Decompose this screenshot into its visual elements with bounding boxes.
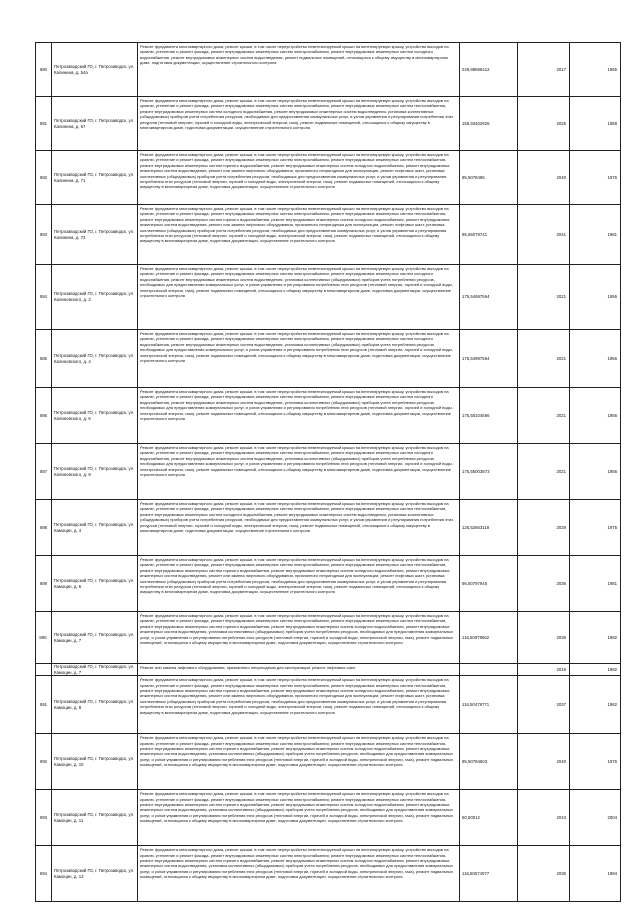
table-row xyxy=(36,612,621,664)
address-cell: Петрозаводский ГО, г. Петрозаводск, ул. Калиновского, д. 8 xyxy=(52,444,138,500)
area-value-cell: 50,50012 xyxy=(460,790,518,846)
address-cell: Петрозаводский ГО, г. Петрозаводск, ул. Камоцин, д. 10 xyxy=(52,734,138,790)
build-year-cell: 1976 xyxy=(570,151,621,205)
work-description-cell: Ремонт фундамента многоквартирного дома, ремонт крыши, в том числе переустройство невентилируемой крыши на вентилируемую крышу, устройство выходов на кровлю, утепление и ремонт фасада, ремонт внутридомовых инженерных систем электроснабжения, ремонт внутридомовых инженерных систем холодного водоснабжения, ремонт внутридомовых инженерных систем водоотведения, установка коллективных (общедомовых) приборов учета потребления ресурсов, необходимых для предоставления коммунальных услуг, и узлов управления и регулирования потребления этих ресурсов (тепловой энергии, горячей и холодной воды, электрической энергии, газа), ремонт подвальных помещений, относящихся к общему имуществу в многоквартирном доме, подготовка документации, осуществление строительного контроля xyxy=(138,330,460,388)
area-value-cell: 95,50797945 xyxy=(460,556,518,612)
work-description-cell: Ремонт фундамента многоквартирного дома, ремонт крыши, в том числе переустройство невентилируемой крыши на вентилируемую крышу, устройство выходов на кровлю, утепление и ремонт фасада, ремонт внутридомовых инженерных систем электроснабжения, ремонт внутридомовых инженерных систем теплоснабжения, ремонт внутридомовых инженерных систем горячего водоснабжения, ремонт внутридомовых инженерных систем холодного водоснабжения, ремонт внутридомовых инженерных систем водоотведения, ремонт или замена лифтового оборудования, признанного непригодным для эксплуатации, ремонт лифтовых шахт, установка коллективных (общедомовых) приборов учета потребления ресурсов, необходимых для предоставления коммунальных услуг, и узлов управления и регулирования потребления этих ресурсов (тепловой энергии, горячей и холодной воды, электрической энергии, газа), ремонт подвальных помещений, относящихся к общему имуществу в многоквартирном доме, подготовка документации, осуществление строительного контроля xyxy=(138,556,460,612)
area-value-cell: 116,50479771 xyxy=(460,676,518,734)
address-cell: Петрозаводский ГО, г. Петрозаводск, ул. Камоцин, д. 7 xyxy=(52,612,138,664)
address-cell: Петрозаводский ГО, г. Петрозаводск, ул. Калинина, д. 71 xyxy=(52,151,138,205)
row-number-cell: 880 xyxy=(36,43,52,97)
build-year-cell: 1982 xyxy=(570,664,621,676)
address-cell: Петрозаводский ГО, г. Петрозаводск, ул. Камоцин, д. 4 xyxy=(52,500,138,556)
table-row xyxy=(36,734,621,790)
planned-year-cell: 2036 xyxy=(518,612,570,664)
row-number-cell: 891 xyxy=(36,676,52,734)
address-cell: Петрозаводский ГО, г. Петрозаводск, ул. Калиновского, д. 4 xyxy=(52,330,138,388)
row-number-cell: 883 xyxy=(36,205,52,265)
table-row xyxy=(36,265,621,330)
table-row xyxy=(36,444,621,500)
row-number-cell: 894 xyxy=(36,846,52,902)
address-cell: Петрозаводский ГО, г. Петрозаводск, ул. Камоцин, д. 11 xyxy=(52,790,138,846)
address-cell: Петрозаводский ГО, г. Петрозаводск, ул. Калинина, д. 67 xyxy=(52,97,138,151)
planned-year-cell: 2043 xyxy=(518,790,570,846)
work-description-cell: Ремонт фундамента многоквартирного дома, ремонт крыши, в том числе переустройство невентилируемой крыши на вентилируемую крышу, устройство выходов на кровлю, утепление и ремонт фасада, ремонт внутридомовых инженерных систем электроснабжения, ремонт внутридомовых инженерных систем теплоснабжения, ремонт внутридомовых инженерных систем горячего водоснабжения, ремонт внутридомовых инженерных систем холодного водоснабжения, ремонт внутридомовых инженерных систем водоотведения, установка коллективных (общедомовых) приборов учета потребления ресурсов, необходимых для предоставления коммунальных услуг, и узлов управления и регулирования потребления этих ресурсов (тепловой энергии, горячей и холодной воды, электрической энергии, газа), ремонт подвальных помещений, относящихся к общему имуществу в многоквартирном доме, подготовка документации, осуществление строительного контроля xyxy=(138,790,460,846)
address-cell: Петрозаводский ГО, г. Петрозаводск, ул. Калинина, д. 54а xyxy=(52,43,138,97)
row-number-cell: 884 xyxy=(36,265,52,330)
planned-year-cell: 2037 xyxy=(518,676,570,734)
build-year-cell: 1984 xyxy=(570,846,621,902)
build-year-cell: 2004 xyxy=(570,790,621,846)
work-description-cell: Ремонт фундамента многоквартирного дома, ремонт крыши, в том числе переустройство невентилируемой крыши на вентилируемую крышу, устройство выходов на кровлю, утепление и ремонт фасада, ремонт внутридомовых инженерных систем электроснабжения, ремонт внутридомовых инженерных систем холодного водоснабжения, ремонт внутридомовых инженерных систем водоотведения, ремонт подвальных помещений, относящихся к общему имуществу в многоквартирном доме, подготовка документации, осуществление строительного контроля xyxy=(138,43,460,97)
work-description-cell: Ремонт фундамента многоквартирного дома, ремонт крыши, в том числе переустройство невентилируемой крыши на вентилируемую крышу, устройство выходов на кровлю, утепление и ремонт фасада, ремонт внутридомовых инженерных систем электроснабжения, ремонт внутридомовых инженерных систем теплоснабжения, ремонт внутридомовых инженерных систем горячего водоснабжения, ремонт внутридомовых инженерных систем холодного водоснабжения, ремонт внутридомовых инженерных систем водоотведения, ремонт или замена лифтового оборудования, признанного непригодным для эксплуатации, ремонт лифтовых шахт, установка коллективных (общедомовых) приборов учета потребления ресурсов, необходимых для предоставления коммунальных услуг, и узлов управления и регулирования потребления этих ресурсов (тепловой энергии, горячей и холодной воды, электрической энергии, газа), ремонт подвальных помещений, относящихся к общему имуществу в многоквартирном доме, подготовка документации, осуществление строительного контроля xyxy=(138,676,460,734)
row-number-cell: 893 xyxy=(36,790,52,846)
table-row xyxy=(36,151,621,205)
planned-year-cell: 2029 xyxy=(518,500,570,556)
build-year-cell: 1965 xyxy=(570,43,621,97)
build-year-cell: 1956 xyxy=(570,444,621,500)
area-value-cell: 95,50794603 xyxy=(460,734,518,790)
build-year-cell: 1976 xyxy=(570,734,621,790)
planned-year-cell: 2036 xyxy=(518,846,570,902)
table-row xyxy=(36,500,621,556)
table-row xyxy=(36,43,621,97)
build-year-cell: 1981 xyxy=(570,205,621,265)
repair-program-table xyxy=(35,42,621,902)
planned-year-cell: 2036 xyxy=(518,556,570,612)
address-cell: Петрозаводский ГО, г. Петрозаводск, ул. Камоцин, д. 9 xyxy=(52,676,138,734)
work-description-cell: Ремонт фундамента многоквартирного дома, ремонт крыши, в том числе переустройство невентилируемой крыши на вентилируемую крышу, устройство выходов на кровлю, утепление и ремонт фасада, ремонт внутридомовых инженерных систем электроснабжения, ремонт внутридомовых инженерных систем теплоснабжения, ремонт внутридомовых инженерных систем холодного водоснабжения, ремонт внутридомовых инженерных систем водоотведения, установка коллективных (общедомовых) приборов учета потребления ресурсов, необходимых для предоставления коммунальных услуг, и узлов управления и регулирования потребления этих ресурсов (тепловой энергии, горячей и холодной воды, электрической энергии, газа), ремонт подвальных помещений, относящихся к общему имуществу в многоквартирном доме, подготовка документации, осуществление строительного контроля xyxy=(138,500,460,556)
work-description-cell: Ремонт фундамента многоквартирного дома, ремонт крыши, в том числе переустройство невентилируемой крыши на вентилируемую крышу, устройство выходов на кровлю, утепление и ремонт фасада, ремонт внутридомовых инженерных систем электроснабжения, ремонт внутридомовых инженерных систем теплоснабжения, ремонт внутридомовых инженерных систем горячего водоснабжения, ремонт внутридомовых инженерных систем холодного водоснабжения, ремонт внутридомовых инженерных систем водоотведения, установка коллективных (общедомовых) приборов учета потребления ресурсов, необходимых для предоставления коммунальных услуг, и узлов управления и регулирования потребления этих ресурсов (тепловой энергии, горячей и холодной воды, электрической энергии, газа), ремонт подвальных помещений, относящихся к общему имуществу в многоквартирном доме, подготовка документации, осуществление строительного контроля xyxy=(138,734,460,790)
work-description-cell: Ремонт фундамента многоквартирного дома, ремонт крыши, в том числе переустройство невентилируемой крыши на вентилируемую крышу, устройство выходов на кровлю, утепление и ремонт фасада, ремонт внутридомовых инженерных систем электроснабжения, ремонт внутридомовых инженерных систем теплоснабжения, ремонт внутридомовых инженерных систем горячего водоснабжения, ремонт внутридомовых инженерных систем холодного водоснабжения, ремонт внутридомовых инженерных систем водоотведения, установка коллективных (общедомовых) приборов учета потребления ресурсов, необходимых для предоставления коммунальных услуг, и узлов управления и регулирования потребления этих ресурсов (тепловой энергии, горячей и холодной воды, электрической энергии, газа), ремонт подвальных помещений, относящихся к общему имуществу в многоквартирном доме, подготовка документации, осуществление строительного контроля xyxy=(138,846,460,902)
planned-year-cell: 2016 xyxy=(518,664,570,676)
row-number-cell: 887 xyxy=(36,444,52,500)
build-year-cell: 1975 xyxy=(570,500,621,556)
planned-year-cell: 2040 xyxy=(518,734,570,790)
planned-year-cell: 2021 xyxy=(518,388,570,444)
table-row xyxy=(36,846,621,902)
build-year-cell: 1981 xyxy=(570,556,621,612)
address-cell: Петрозаводский ГО, г. Петрозаводск, ул. Камоцин, д. 7 xyxy=(52,664,138,676)
row-number-cell: 890. xyxy=(36,612,52,664)
work-description-cell: Ремонт фундамента многоквартирного дома, ремонт крыши, в том числе переустройство невентилируемой крыши на вентилируемую крышу, устройство выходов на кровлю, утепление и ремонт фасада, ремонт внутридомовых инженерных систем электроснабжения, ремонт внутридомовых инженерных систем холодного водоснабжения, ремонт внутридомовых инженерных систем водоотведения, установка коллективных (общедомовых) приборов учета потребления ресурсов, необходимых для предоставления коммунальных услуг, и узлов управления и регулирования потребления этих ресурсов (тепловой энергии, горячей и холодной воды, электрической энергии, газа), ремонт подвальных помещений, относящихся к общему имуществу в многоквартирном доме, подготовка документации, осуществление строительного контроля xyxy=(138,444,460,500)
area-value-cell: 95,55079741 xyxy=(460,205,518,265)
build-year-cell: 1956 xyxy=(570,330,621,388)
build-year-cell: 1956 xyxy=(570,265,621,330)
address-cell: Петрозаводский ГО, г. Петрозаводск, ул. Калинина, д. 73 xyxy=(52,205,138,265)
area-value-cell: 175,55104566 xyxy=(460,388,518,444)
planned-year-cell: 2021 xyxy=(518,265,570,330)
work-description-cell: Ремонт фундамента многоквартирного дома, ремонт крыши, в том числе переустройство невентилируемой крыши на вентилируемую крышу, устройство выходов на кровлю, утепление и ремонт фасада, ремонт внутридомовых инженерных систем электроснабжения, ремонт внутридомовых инженерных систем холодного водоснабжения, ремонт внутридомовых инженерных систем водоотведения, установка коллективных (общедомовых) приборов учета потребления ресурсов, необходимых для предоставления коммунальных услуг, и узлов управления и регулирования потребления этих ресурсов (тепловой энергии, горячей и холодной воды, электрической энергии, газа), ремонт подвальных помещений, относящихся к общему имуществу в многоквартирном доме, подготовка документации, осуществление строительного контроля xyxy=(138,265,460,330)
table-row xyxy=(36,97,621,151)
work-description-cell: Ремонт или замена лифтового оборудования, признанного непригодным для эксплуатации, ремонт лифтовых шахт xyxy=(138,664,460,676)
row-number-cell: 892 xyxy=(36,734,52,790)
work-description-cell: Ремонт фундамента многоквартирного дома, ремонт крыши, в том числе переустройство невентилируемой крыши на вентилируемую крышу, устройство выходов на кровлю, утепление и ремонт фасада, ремонт внутридомовых инженерных систем электроснабжения, ремонт внутридомовых инженерных систем теплоснабжения, ремонт внутридомовых инженерных систем горячего водоснабжения, ремонт внутридомовых инженерных систем холодного водоснабжения, ремонт внутридомовых инженерных систем водоотведения, ремонт или замена лифтового оборудования, признанного непригодным для эксплуатации, ремонт лифтовых шахт, установка коллективных (общедомовых) приборов учета потребления ресурсов, необходимых для предоставления коммунальных услуг, и узлов управления и регулирования потребления этих ресурсов (тепловой энергии, горячей и холодной воды, электрической энергии, газа), ремонт подвальных помещений, относящихся к общему имуществу в многоквартирном доме, подготовка документации, осуществление строительного контроля xyxy=(138,205,460,265)
planned-year-cell: 2041 xyxy=(518,205,570,265)
work-description-cell: Ремонт фундамента многоквартирного дома, ремонт крыши, в том числе переустройство невентилируемой крыши на вентилируемую крышу, устройство выходов на кровлю, утепление и ремонт фасада, ремонт внутридомовых инженерных систем электроснабжения, ремонт внутридомовых инженерных систем теплоснабжения, ремонт внутридомовых инженерных систем холодного водоснабжения, ремонт внутридомовых инженерных систем водоотведения, установка коллективных (общедомовых) приборов учета потребления ресурсов, необходимых для предоставления коммунальных услуг, и узлов управления и регулирования потребления этих ресурсов (тепловой энергии, горячей и холодной воды, электрической энергии, газа), ремонт подвальных помещений, относящихся к общему имуществу в многоквартирном доме, подготовка документации, осуществление строительного контроля xyxy=(138,97,460,151)
table-row xyxy=(36,556,621,612)
table-row xyxy=(36,790,621,846)
area-value-cell: 175,55003873 xyxy=(460,444,518,500)
planned-year-cell: 2021 xyxy=(518,444,570,500)
area-value-cell: 229,88696412 xyxy=(460,43,518,97)
table-row xyxy=(36,205,621,265)
planned-year-cell: 2040 xyxy=(518,151,570,205)
row-number-cell: 885 xyxy=(36,330,52,388)
row-number-cell: 886 xyxy=(36,388,52,444)
row-number-cell: 881 xyxy=(36,97,52,151)
area-value-cell: 175,54997564 xyxy=(460,330,518,388)
table-row xyxy=(36,676,621,734)
build-year-cell: 1958 xyxy=(570,97,621,151)
area-value-cell: 125,52663118 xyxy=(460,500,518,556)
area-value-cell: 95,5078496 xyxy=(460,151,518,205)
row-number-cell: 882 xyxy=(36,151,52,205)
document-page xyxy=(35,42,620,902)
work-description-cell: Ремонт фундамента многоквартирного дома, ремонт крыши, в том числе переустройство невентилируемой крыши на вентилируемую крышу, устройство выходов на кровлю, утепление и ремонт фасада, ремонт внутридомовых инженерных систем электроснабжения, ремонт внутридомовых инженерных систем теплоснабжения, ремонт внутридомовых инженерных систем горячего водоснабжения, ремонт внутридомовых инженерных систем холодного водоснабжения, ремонт внутридомовых инженерных систем водоотведения, установка коллективных (общедомовых) приборов учета потребления ресурсов, необходимых для предоставления коммунальных услуг, и узлов управления и регулирования потребления этих ресурсов (тепловой энергии, горячей и холодной воды, электрической энергии, газа), ремонт подвальных помещений, относящихся к общему имуществу в многоквартирном доме, подготовка документации, осуществление строительного контроля xyxy=(138,612,460,664)
row-number-cell xyxy=(36,664,52,676)
planned-year-cell: 2026 xyxy=(518,97,570,151)
row-number-cell: 889 xyxy=(36,556,52,612)
planned-year-cell: 2021 xyxy=(518,330,570,388)
work-description-cell: Ремонт фундамента многоквартирного дома, ремонт крыши, в том числе переустройство невентилируемой крыши на вентилируемую крышу, устройство выходов на кровлю, утепление и ремонт фасада, ремонт внутридомовых инженерных систем электроснабжения, ремонт внутридомовых инженерных систем холодного водоснабжения, ремонт внутридомовых инженерных систем водоотведения, установка коллективных (общедомовых) приборов учета потребления ресурсов, необходимых для предоставления коммунальных услуг, и узлов управления и регулирования потребления этих ресурсов (тепловой энергии, горячей и холодной воды, электрической энергии, газа), ремонт подвальных помещений, относящихся к общему имуществу в многоквартирном доме, подготовка документации, осуществление строительного контроля xyxy=(138,388,460,444)
address-cell: Петрозаводский ГО, г. Петрозаводск, ул. Камоцин, д. 13 xyxy=(52,846,138,902)
area-value-cell: 155,93402925 xyxy=(460,97,518,151)
table-row xyxy=(36,330,621,388)
planned-year-cell: 2017 xyxy=(518,43,570,97)
work-description-cell: Ремонт фундамента многоквартирного дома, ремонт крыши, в том числе переустройство невентилируемой крыши на вентилируемую крышу, устройство выходов на кровлю, утепление и ремонт фасада, ремонт внутридомовых инженерных систем электроснабжения, ремонт внутридомовых инженерных систем теплоснабжения, ремонт внутридомовых инженерных систем горячего водоснабжения, ремонт внутридомовых инженерных систем холодного водоснабжения, ремонт внутридомовых инженерных систем водоотведения, ремонт или замена лифтового оборудования, признанного непригодным для эксплуатации, ремонт лифтовых шахт, установка коллективных (общедомовых) приборов учета потребления ресурсов, необходимых для предоставления коммунальных услуг, и узлов управления и регулирования потребления этих ресурсов (тепловой энергии, горячей и холодной воды, электрической энергии, газа), ремонт подвальных помещений, относящихся к общему имуществу в многоквартирном доме, подготовка документации, осуществление строительного контроля xyxy=(138,151,460,205)
table-body xyxy=(36,43,621,902)
build-year-cell: 1982 xyxy=(570,612,621,664)
area-value-cell: 175,54697564 xyxy=(460,265,518,330)
address-cell: Петрозаводский ГО, г. Петрозаводск, ул. Калиновского, д. 6 xyxy=(52,388,138,444)
area-value-cell xyxy=(460,664,518,676)
address-cell: Петрозаводский ГО, г. Петрозаводск, ул. Калиновского, д. 2 xyxy=(52,265,138,330)
address-cell: Петрозаводский ГО, г. Петрозаводск, ул. Камоцин, д. 5 xyxy=(52,556,138,612)
build-year-cell: 1982 xyxy=(570,676,621,734)
build-year-cell: 1956 xyxy=(570,388,621,444)
area-value-cell: 116,50978662 xyxy=(460,612,518,664)
table-row xyxy=(36,388,621,444)
row-number-cell: 888 xyxy=(36,500,52,556)
area-value-cell: 116,50574077 xyxy=(460,846,518,902)
table-row xyxy=(36,664,621,676)
